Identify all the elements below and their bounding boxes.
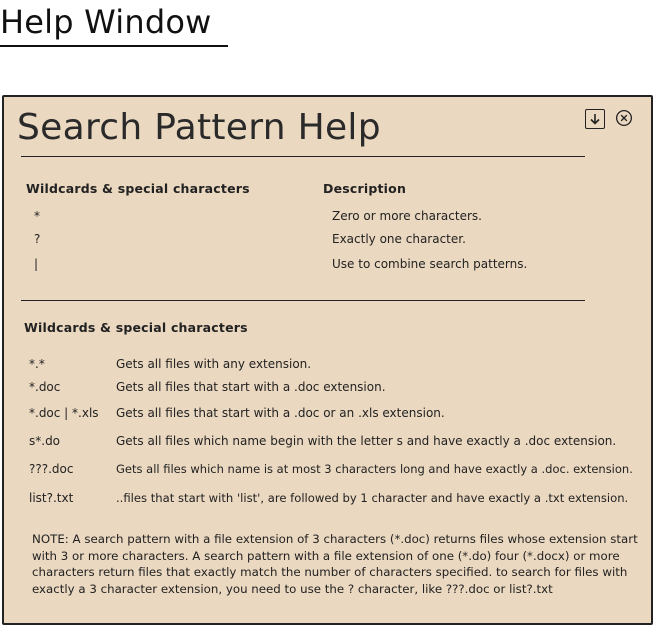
example-description: Gets all files that start with a .doc extension. (116, 380, 386, 394)
example-description: ..files that start with 'list', are followed by 1 character and have exactly a .txt extension. (116, 491, 629, 505)
close-button[interactable] (615, 109, 633, 127)
example-pattern: s*.do (29, 434, 61, 448)
description-column-header: Description (323, 181, 407, 196)
arrow-down-box-icon (588, 112, 602, 126)
section-divider (21, 300, 585, 301)
wildcard-description: Zero or more characters. (332, 209, 482, 223)
wildcards-column-header: Wildcards & special characters (26, 181, 250, 196)
wildcard-description: Use to combine search patterns. (332, 257, 528, 271)
title-divider (21, 156, 585, 157)
wildcard-description: Exactly one character. (332, 232, 466, 246)
wildcard-pattern: | (34, 257, 39, 271)
examples-column-header: Wildcards & special characters (24, 320, 248, 335)
example-description: Gets all files with any extension. (116, 357, 312, 371)
example-pattern: ???.doc (29, 462, 74, 476)
page-heading-underline (0, 45, 228, 47)
example-pattern: *.doc (29, 380, 61, 394)
wildcard-pattern: * (34, 209, 40, 223)
close-circle-icon (615, 107, 633, 129)
note-text: NOTE: A search pattern with a file extension of 3 characters (*.doc) returns files whose extension start with 3 or more characters. A search pattern with a file extension of one (*.do) four (*.docx) or more characters return files that exactly match the number of characters specified. to search for files with exactly a 3 character extension, you need to use the ? character, like ???.doc or list?.txt (32, 532, 638, 596)
dialog-title: Search Pattern Help (17, 107, 381, 148)
example-description: Gets all files which name begin with the letter s and have exactly a .doc extension. (116, 434, 617, 448)
minimize-button[interactable] (585, 109, 605, 129)
page-heading: Help Window (0, 3, 212, 41)
search-pattern-help-dialog (2, 95, 653, 625)
example-pattern: *.* (29, 357, 45, 371)
wildcard-pattern: ? (34, 232, 41, 246)
example-description: Gets all files that start with a .doc or an .xls extension. (116, 406, 445, 420)
example-description: Gets all files which name is at most 3 characters long and have exactly a .doc. extension. (116, 462, 633, 476)
example-pattern: *.doc | *.xls (29, 406, 99, 420)
example-pattern: list?.txt (29, 491, 74, 505)
